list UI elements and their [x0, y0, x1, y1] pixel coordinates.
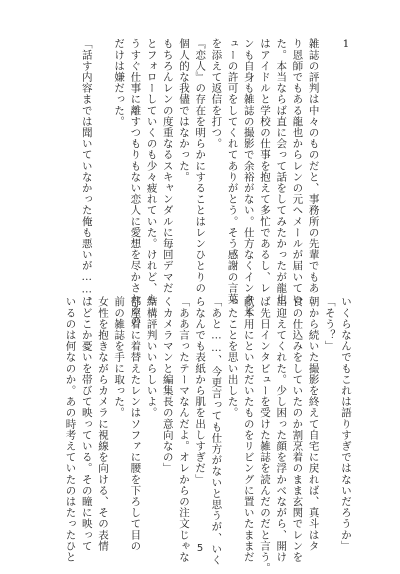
- text-line: り恩師でもある龍也からレンの元へメールが届いてい: [291, 38, 304, 305]
- text-line: とフォローしていくのも少々疲れていた。けれど、も: [145, 38, 158, 305]
- page-number: 5: [196, 543, 204, 554]
- text-line: もちろんレンの度重なるスキャンダルに毎回デマだ: [161, 38, 174, 294]
- text-line: 献本用にといただいたものをリビングに置いたままだ: [242, 296, 255, 563]
- text-line: 朝から続いた撮影を終えて自宅に戻れば、真斗はタ: [307, 296, 320, 552]
- text-line: 部屋着に着替えたレンはソファに腰を下ろして目の: [129, 296, 142, 552]
- text-line: 出迎えてくれた。少し困った顔を浮かべながら、開け: [275, 296, 288, 563]
- text-line: ンも自身も雑誌の撮影で余裕がない。仕方なくインタビ: [242, 38, 255, 316]
- text-line: はアイドルと学校の仕事を抱えて多忙であるし、レ: [259, 38, 271, 294]
- text-line: いくらなんでもこれは語りすぎではないだろうか」: [340, 296, 352, 552]
- text-line: 個人的な我儘ではなかった。: [177, 38, 190, 183]
- text-block-top: [54, 38, 354, 327]
- text-line: 『恋人』の存在を明らかにすることはレンひとりの: [194, 38, 207, 294]
- text-line: ば先日インタビューを受けた雑誌を読んだのだと言う。: [258, 296, 271, 574]
- text-block-bottom: [54, 296, 354, 574]
- text-line: 「話す内容までは聞いていなかった俺も悪いが……、: [80, 38, 93, 308]
- text-line: うすぐ仕事に離すつもりもない恋人に愛想を尽かされるの: [129, 38, 142, 327]
- text-line: 雑誌の評判は中々のものだと、事務所の先輩でもあ: [307, 38, 320, 294]
- text-line: らなんでも表紙から肌を出しすぎだ」: [194, 296, 207, 485]
- text-line: だけは嫌だった。: [113, 38, 126, 127]
- text-line: ューの許可をしてくれてありがとう。そう感謝の言葉: [226, 38, 239, 305]
- text-line: ったことを思い出した。: [226, 296, 239, 419]
- text-line: 前の雑誌を手に取った。: [113, 296, 126, 419]
- section-number: 1: [340, 38, 352, 51]
- blank-line: [95, 38, 111, 268]
- text-line: くカメラマンと編集長の意向なの」: [161, 296, 174, 474]
- text-line: いるのは何なのか。あの時考えていたのはたったひと: [64, 296, 77, 563]
- text-line: を添えて返信を打つ。: [210, 38, 223, 149]
- text-line: はどこか憂いを帯びて映っている。その瞳に映って: [80, 296, 93, 552]
- text-line: 「ああ言ったテーマなんだよ。オレからの注文じゃな: [177, 296, 190, 563]
- text-line: 食の仕込みをしていたのか割烹着のまま玄関でレンを: [291, 296, 304, 563]
- text-line: 結構評判いいらしいよ。: [145, 296, 158, 419]
- text-line: 「あと……、今更言っても仕方がないと思うが、いく: [210, 296, 223, 566]
- text-line: 「そう？」: [323, 296, 336, 352]
- blank-line: [322, 38, 338, 268]
- text-line: た。本当ならば直に会って話をしてみたかったが龍也: [275, 38, 288, 305]
- text-line: 女性を抱きながらカメラに視線を向ける、その表情: [96, 296, 109, 552]
